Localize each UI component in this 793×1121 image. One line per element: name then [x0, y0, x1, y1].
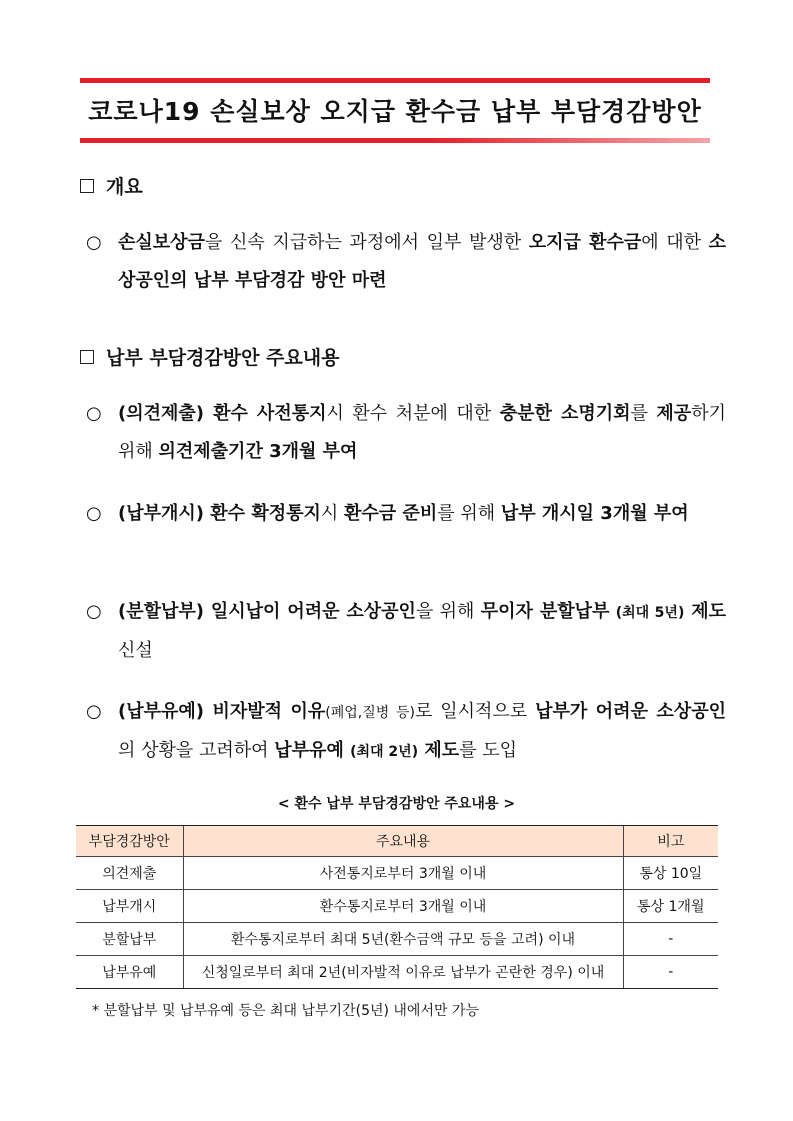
bullet-text: 를 — [630, 403, 657, 424]
bullet-text: 하기 위해 — [118, 403, 726, 462]
bullet-text: 신설 — [118, 640, 153, 661]
bullet-text: 를 위해 — [437, 503, 501, 524]
table-cell: 납부개시 — [76, 890, 183, 923]
table-row — [76, 956, 718, 989]
circle-bullet-icon: ○ — [86, 403, 102, 424]
bullet-text: 소상공인의 납부 부담경감 방안 마련 — [118, 232, 726, 291]
bullet-text: 시 — [320, 503, 344, 524]
table-caption: < 환수 납부 부담경감방안 주요내용 > — [277, 796, 516, 812]
bullet-installment-payment — [86, 593, 726, 670]
bullet-text: (폐업,질병 등) — [325, 705, 415, 721]
bullet-text: 에 대한 — [641, 232, 709, 253]
bullet-text: (납부개시) 환수 확정통지 — [118, 503, 321, 524]
bullet-text: 환수금 준비 — [344, 503, 438, 524]
circle-bullet-icon: ○ — [86, 232, 102, 253]
bullet-text: 시 환수 처분에 대한 — [326, 403, 500, 424]
table-cell: - — [623, 956, 718, 989]
section-heading: 개요 — [106, 176, 143, 198]
bullet-text: 의견제출기간 3개월 부여 — [158, 441, 358, 462]
title-bottom-rule — [80, 138, 710, 143]
table-cell: 환수통지로부터 최대 5년(환수금액 규모 등을 고려) 이내 — [183, 923, 623, 956]
table-cell: - — [623, 923, 718, 956]
checkbox-square-icon — [80, 179, 94, 193]
table-row — [76, 857, 718, 890]
bullet-text: 의 상황을 고려하여 — [118, 740, 275, 761]
bullet-text: (최대 5년) — [615, 605, 685, 621]
table-cell: 환수통지로부터 3개월 이내 — [183, 890, 623, 923]
bullet-text: (의견제출) 환수 사전통지 — [118, 403, 327, 424]
bullet-text: (분할납부) 일시납이 어려운 소상공인 — [118, 601, 416, 622]
checkbox-square-icon — [80, 350, 94, 364]
title-block — [80, 78, 710, 143]
bullet-text: 로 일시적으로 — [414, 701, 536, 722]
table-cell: 신청일로부터 최대 2년(비자발적 이유로 납부가 곤란한 경우) 이내 — [183, 956, 623, 989]
table-row — [76, 923, 718, 956]
bullet-text: 납부가 어려운 소상공인 — [535, 701, 726, 722]
circle-bullet-icon: ○ — [86, 601, 102, 622]
circle-bullet-icon: ○ — [86, 503, 102, 524]
section-main-contents — [80, 343, 339, 370]
bullet-text: 제도 — [684, 601, 727, 622]
measures-table — [76, 825, 718, 989]
table-header-cell: 비고 — [623, 826, 718, 857]
table-cell: 의견제출 — [76, 857, 183, 890]
bullet-text: 납부 개시일 3개월 부여 — [500, 503, 689, 524]
bullet-text: 를 도입 — [459, 740, 518, 761]
table-header-cell: 부담경감방안 — [76, 826, 183, 857]
bullet-text: 무이자 분할납부 — [480, 601, 610, 622]
table-cell: 사전통지로부터 3개월 이내 — [183, 857, 623, 890]
page-title: 코로나19 손실보상 오지급 환수금 납부 부담경감방안 — [88, 97, 702, 126]
section-overview — [80, 172, 143, 199]
footnote: * 분할납부 및 납부유예 등은 최대 납부기간(5년) 내에서만 가능 — [92, 1003, 480, 1019]
bullet-overview — [86, 224, 726, 300]
bullet-text: 충분한 소명기회 — [499, 403, 631, 424]
bullet-payment-start — [86, 495, 726, 533]
table-cell: 납부유예 — [76, 956, 183, 989]
bullet-text: 을 위해 — [415, 601, 481, 622]
bullet-text: 오지급 환수금 — [528, 232, 642, 253]
bullet-text: (최대 2년) — [350, 744, 419, 760]
section-heading: 납부 부담경감방안 주요내용 — [106, 347, 340, 369]
table-header-cell: 주요내용 — [183, 826, 623, 857]
table-cell: 분할납부 — [76, 923, 183, 956]
table-row — [76, 890, 718, 923]
bullet-text: 납부유예 — [274, 740, 351, 761]
bullet-text: 을 신속 지급하는 과정에서 일부 발생한 — [204, 232, 529, 253]
bullet-text: 제도 — [418, 740, 460, 761]
bullet-text: 제공 — [656, 403, 692, 424]
table-cell: 통상 1개월 — [623, 890, 718, 923]
bullet-payment-deferral — [86, 693, 726, 771]
bullet-text: (납부유예) 비자발적 이유 — [118, 701, 326, 722]
bullet-text: 손실보상금 — [118, 232, 205, 253]
bullet-opinion-submission — [86, 395, 726, 471]
table-cell: 통상 10일 — [623, 857, 718, 890]
table-header-row — [76, 826, 718, 857]
circle-bullet-icon: ○ — [86, 701, 102, 722]
